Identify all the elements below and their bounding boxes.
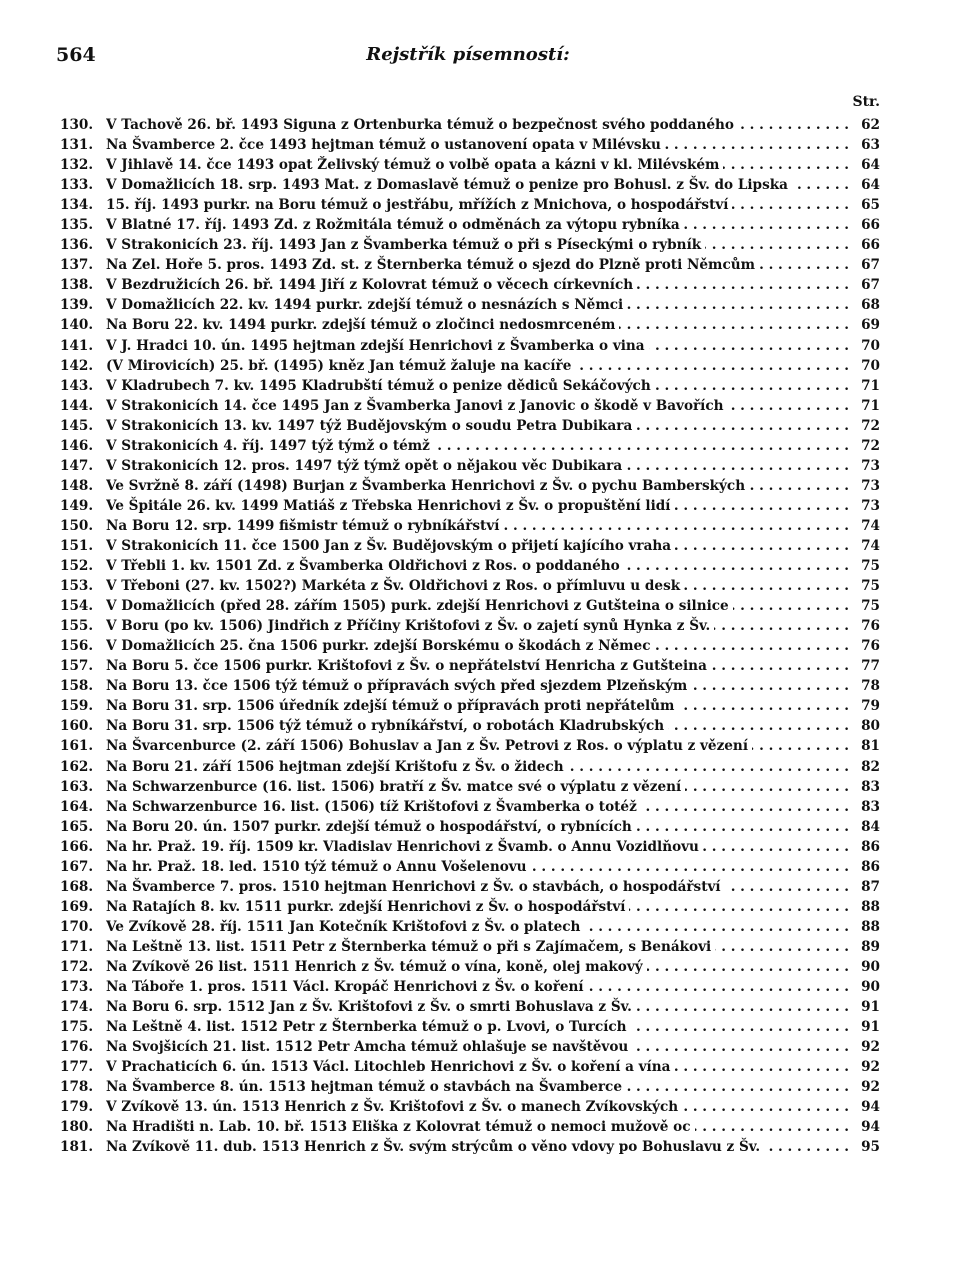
entry-text-wrap xyxy=(106,736,848,756)
page-header xyxy=(56,44,880,74)
entry-text: V Blatné 17. říj. 1493 Zd. z Rožmitála témuž o odměnách za výtopu rybníka xyxy=(106,217,684,233)
entry-text-wrap xyxy=(106,877,848,897)
entry-number: 177. xyxy=(60,1059,94,1076)
entry-text: V Třebli 1. kv. 1501 Zd. z Švamberka Oldřichovi z Ros. o poddaného xyxy=(106,558,624,574)
entry-number: 158. xyxy=(60,678,94,695)
entry-number: 175. xyxy=(60,1019,94,1036)
entry-number: 161. xyxy=(60,738,94,755)
entry-text-wrap xyxy=(106,115,848,135)
register-entry xyxy=(60,115,880,135)
entry-number: 155. xyxy=(60,618,94,635)
register-entry xyxy=(60,315,880,335)
entry-text-wrap xyxy=(106,656,848,676)
entry-text-wrap xyxy=(106,295,848,315)
register-entry xyxy=(60,396,880,416)
register-entry xyxy=(60,1037,880,1057)
entry-text: V Zvíkově 13. ún. 1513 Henrich z Šv. Krištofovi z Šv. o manech Zvíkovských xyxy=(106,1099,682,1115)
entry-page: 67 xyxy=(850,275,880,295)
entry-text: Na hr. Praž. 18. led. 1510 týž témuž o Annu Vošelenovu xyxy=(106,859,531,875)
entry-text-wrap xyxy=(106,636,848,656)
entry-text-wrap xyxy=(106,376,848,396)
entry-text-wrap xyxy=(106,977,848,997)
register-entry xyxy=(60,356,880,376)
entry-text-wrap xyxy=(106,135,848,155)
entry-text-wrap xyxy=(106,255,848,275)
entry-text: Na Zel. Hoře 5. pros. 1493 Zd. st. z Šternberka témuž o sjezd do Plzně proti Němcům xyxy=(106,257,759,273)
entry-text: Na Leštně 13. list. 1511 Petr z Šternberka témuž o při s Zajímačem, s Benákovi xyxy=(106,939,715,955)
entry-page: 76 xyxy=(850,636,880,656)
entry-page: 94 xyxy=(850,1097,880,1117)
entry-page: 67 xyxy=(850,255,880,275)
entry-text: V Strakonicích 23. říj. 1493 Jan z Švamberka témuž o při s Píseckými o rybník xyxy=(106,237,705,253)
register-entry xyxy=(60,376,880,396)
entry-number: 133. xyxy=(60,177,94,194)
entry-page: 75 xyxy=(850,596,880,616)
entry-text-wrap xyxy=(106,356,848,376)
entry-page: 87 xyxy=(850,877,880,897)
entry-text: Na Švamberce 7. pros. 1510 hejtman Henrichovi z Šv. o stavbách, o hospodářství xyxy=(106,879,725,895)
register-entry xyxy=(60,977,880,997)
entry-page: 95 xyxy=(850,1137,880,1157)
entry-text-wrap xyxy=(106,716,848,736)
entry-page: 83 xyxy=(850,797,880,817)
entry-text: Na Schwarzenburce 16. list. (1506) tíž Krištofovi z Švamberka o totéž xyxy=(106,799,641,815)
register-entry xyxy=(60,1137,880,1157)
entry-number: 132. xyxy=(60,157,94,174)
register-entry xyxy=(60,817,880,837)
entry-text-wrap xyxy=(106,336,848,356)
entry-page: 75 xyxy=(850,556,880,576)
entry-number: 151. xyxy=(60,537,94,554)
entry-page: 71 xyxy=(850,376,880,396)
entry-number: 140. xyxy=(60,317,94,334)
entry-page: 70 xyxy=(850,336,880,356)
entry-text: Na Švamberce 8. ún. 1513 hejtman témuž o stavbách na Švamberce xyxy=(106,1079,626,1095)
entry-page: 73 xyxy=(850,496,880,516)
entry-page: 68 xyxy=(850,295,880,315)
entry-text-wrap xyxy=(106,436,848,456)
register-entry xyxy=(60,696,880,716)
entry-text: V Strakonicích 14. čce 1495 Jan z Švamberka Janovi z Janovic o škodě v Bavořích xyxy=(106,398,728,414)
entry-text: V Boru (po kv. 1506) Jindřich z Příčiny Krištofovi z Šv. o zajetí synů Hynka z Šv. xyxy=(106,618,714,634)
entry-page: 75 xyxy=(850,576,880,596)
entry-number: 166. xyxy=(60,838,94,855)
entry-text: V Strakonicích 13. kv. 1497 týž Budějovským o soudu Petra Dubikara xyxy=(106,418,636,434)
entry-page: 63 xyxy=(850,135,880,155)
entry-text: Na Boru 6. srp. 1512 Jan z Šv. Krištofovi z Šv. o smrti Bohuslava z Šv. xyxy=(106,999,636,1015)
entry-page: 88 xyxy=(850,917,880,937)
entry-text-wrap xyxy=(106,897,848,917)
entry-page: 74 xyxy=(850,516,880,536)
register-entry xyxy=(60,456,880,476)
entry-text-wrap xyxy=(106,496,848,516)
entry-page: 90 xyxy=(850,957,880,977)
entry-text-wrap xyxy=(106,556,848,576)
entry-text: Na Boru 13. čce 1506 týž témuž o přípravách svých před sjezdem Plzeňským xyxy=(106,678,691,694)
register-entry xyxy=(60,917,880,937)
register-entry xyxy=(60,536,880,556)
entry-text-wrap xyxy=(106,175,848,195)
register-entry xyxy=(60,636,880,656)
entry-number: 144. xyxy=(60,397,94,414)
entry-text: Na Leštně 4. list. 1512 Petr z Šternberka témuž o p. Lvovi, o Turcích xyxy=(106,1019,631,1035)
entry-text: V Třeboni (27. kv. 1502?) Markéta z Šv. Oldřichovi z Ros. o přímluvu u desk xyxy=(106,578,684,594)
entry-text: Ve Svržně 8. září (1498) Burjan z Švamberka Henrichovi z Šv. o pychu Bamberských xyxy=(106,478,749,494)
entry-text-wrap xyxy=(106,215,848,235)
entry-page: 71 xyxy=(850,396,880,416)
register-entry xyxy=(60,857,880,877)
entry-number: 172. xyxy=(60,958,94,975)
entry-page: 92 xyxy=(850,1057,880,1077)
entry-page: 74 xyxy=(850,536,880,556)
entry-text-wrap xyxy=(106,416,848,436)
entry-page: 81 xyxy=(850,736,880,756)
entry-number: 171. xyxy=(60,938,94,955)
entry-text-wrap xyxy=(106,235,848,255)
entry-text: Na Boru 22. kv. 1494 purkr. zdejší témuž o zločinci nedosmrceném xyxy=(106,317,619,333)
entry-text: V Domažlicích 22. kv. 1494 purkr. zdejší témuž o nesnázích s Němci xyxy=(106,297,627,313)
entry-text-wrap xyxy=(106,937,848,957)
entry-number: 145. xyxy=(60,417,94,434)
entry-text-wrap xyxy=(106,817,848,837)
entry-text: V Strakonicích 11. čce 1500 Jan z Šv. Budějovským o přijetí kajícího vraha xyxy=(106,538,675,554)
entry-text-wrap xyxy=(106,275,848,295)
entry-text-wrap xyxy=(106,536,848,556)
entry-page: 73 xyxy=(850,456,880,476)
register-entry xyxy=(60,135,880,155)
register-entry xyxy=(60,255,880,275)
entry-page: 76 xyxy=(850,616,880,636)
register-entry xyxy=(60,937,880,957)
entry-text-wrap xyxy=(106,696,848,716)
entry-text-wrap xyxy=(106,997,848,1017)
entry-text: Ve Špitále 26. kv. 1499 Matiáš z Třebska Henrichovi z Šv. o propuštění lidí xyxy=(106,498,674,514)
entry-text: V Kladrubech 7. kv. 1495 Kladrubští témuž o penize dědiců Sekáčových xyxy=(106,378,655,394)
entry-number: 146. xyxy=(60,437,94,454)
entry-text: Na Hradišti n. Lab. 10. bř. 1513 Eliška z Kolovrat témuž o nemoci mužově oc xyxy=(106,1119,695,1135)
entry-number: 138. xyxy=(60,277,94,294)
entry-text-wrap xyxy=(106,596,848,616)
entry-number: 170. xyxy=(60,918,94,935)
entry-number: 163. xyxy=(60,778,94,795)
entry-number: 141. xyxy=(60,337,94,354)
entry-number: 167. xyxy=(60,858,94,875)
register-entry xyxy=(60,997,880,1017)
entry-page: 78 xyxy=(850,676,880,696)
entry-text: Na Boru 5. čce 1506 purkr. Krištofovi z Šv. o nepřátelství Henricha z Gutšteina xyxy=(106,658,711,674)
entry-text: V Strakonicích 12. pros. 1497 týž týmž opět o nějakou věc Dubikara xyxy=(106,458,626,474)
entry-page: 86 xyxy=(850,837,880,857)
entry-number: 152. xyxy=(60,558,94,575)
entry-text: Na Schwarzenburce (16. list. 1506) bratří z Šv. matce své o výplatu z vězení xyxy=(106,779,685,795)
entry-text-wrap xyxy=(106,777,848,797)
register-entry xyxy=(60,1057,880,1077)
entry-number: 135. xyxy=(60,217,94,234)
register-entry xyxy=(60,295,880,315)
entry-page: 90 xyxy=(850,977,880,997)
register-entry xyxy=(60,235,880,255)
entry-text-wrap xyxy=(106,1137,848,1157)
entry-text: V Domažlicích 18. srp. 1493 Mat. z Domaslavě témuž o penize pro Bohusl. z Šv. do Lipska xyxy=(106,177,792,193)
entry-page: 92 xyxy=(850,1077,880,1097)
register-entry xyxy=(60,576,880,596)
entry-number: 178. xyxy=(60,1079,94,1096)
entry-text: 15. říj. 1493 purkr. na Boru témuž o jestřábu, mřížích z Mnichova, o hospodářství xyxy=(106,197,732,213)
entry-page: 88 xyxy=(850,897,880,917)
entry-number: 130. xyxy=(60,117,94,133)
register-entry xyxy=(60,616,880,636)
entry-page: 62 xyxy=(850,115,880,135)
register-entry xyxy=(60,736,880,756)
register-entry xyxy=(60,416,880,436)
register-entry xyxy=(60,777,880,797)
entry-number: 136. xyxy=(60,237,94,254)
entry-page: 70 xyxy=(850,356,880,376)
entry-number: 149. xyxy=(60,497,94,514)
entry-number: 179. xyxy=(60,1099,94,1116)
entry-text: Na Zvíkově 26 list. 1511 Henrich z Šv. témuž o vína, koně, olej makový xyxy=(106,959,647,975)
entry-text: (V Mirovicích) 25. bř. (1495) kněz Jan témuž žaluje na kacíře xyxy=(106,358,575,374)
entry-number: 147. xyxy=(60,457,94,474)
entry-page: 80 xyxy=(850,716,880,736)
page-number: 564 xyxy=(56,44,96,66)
entry-page: 91 xyxy=(850,997,880,1017)
entry-number: 148. xyxy=(60,477,94,494)
entry-page: 91 xyxy=(850,1017,880,1037)
register-entry xyxy=(60,797,880,817)
entry-text: V J. Hradci 10. ún. 1495 hejtman zdejší Henrichovi z Švamberka o vina xyxy=(106,338,649,354)
entry-number: 180. xyxy=(60,1119,94,1136)
register-entry xyxy=(60,897,880,917)
entry-number: 143. xyxy=(60,377,94,394)
entry-text: V Domažlicích (před 28. zářím 1505) purk. zdejší Henrichovi z Gutšteina o silnice xyxy=(106,598,733,614)
entry-text-wrap xyxy=(106,797,848,817)
entry-page: 82 xyxy=(850,757,880,777)
entry-text-wrap xyxy=(106,1057,848,1077)
entry-text-wrap xyxy=(106,576,848,596)
register-entry xyxy=(60,155,880,175)
entry-text: Na Zvíkově 11. dub. 1513 Henrich z Šv. svým strýcům o věno vdovy po Bohuslavu z Šv. xyxy=(106,1139,764,1155)
entry-number: 157. xyxy=(60,658,94,675)
entry-page: 86 xyxy=(850,857,880,877)
entry-text-wrap xyxy=(106,857,848,877)
entry-text: Na Boru 31. srp. 1506 úředník zdejší témuž o přípravách proti nepřátelům xyxy=(106,698,678,714)
entry-text: V Domažlicích 25. čna 1506 purkr. zdejší Borskému o škodách z Němec xyxy=(106,638,654,654)
entry-text-wrap xyxy=(106,315,848,335)
entry-page: 66 xyxy=(850,235,880,255)
entry-text: Ve Zvíkově 28. říj. 1511 Jan Kotečník Krištofovi z Šv. o platech xyxy=(106,919,584,935)
entry-text-wrap xyxy=(106,837,848,857)
entry-number: 162. xyxy=(60,758,94,775)
entry-text: Na Švarcenburce (2. září 1506) Bohuslav a Jan z Šv. Petrovi z Ros. o výplatu z vězení xyxy=(106,738,752,754)
entry-page: 92 xyxy=(850,1037,880,1057)
entry-text-wrap xyxy=(106,917,848,937)
entry-number: 150. xyxy=(60,517,94,534)
entry-text: V Prachaticích 6. ún. 1513 Václ. Litochleb Henrichovi z Šv. o koření a vína xyxy=(106,1059,674,1075)
entry-text: Na Boru 21. září 1506 hejtman zdejší Krištofu z Šv. o židech xyxy=(106,759,568,775)
entry-text-wrap xyxy=(106,155,848,175)
entry-text: V Jihlavě 14. čce 1493 opat Želivský témuž o volbě opata a kázni v kl. Milévském xyxy=(106,157,723,173)
entry-page: 73 xyxy=(850,476,880,496)
entry-text: V Tachově 26. bř. 1493 Siguna z Ortenburka témuž o bezpečnost svého poddaného xyxy=(106,117,738,133)
register-entry xyxy=(60,516,880,536)
register-entry xyxy=(60,757,880,777)
entry-text-wrap xyxy=(106,456,848,476)
register-entry xyxy=(60,957,880,977)
register-entry xyxy=(60,1077,880,1097)
register-entry xyxy=(60,837,880,857)
entry-text-wrap xyxy=(106,757,848,777)
entry-text-wrap xyxy=(106,1017,848,1037)
entry-text-wrap xyxy=(106,516,848,536)
register-entry xyxy=(60,215,880,235)
entry-text-wrap xyxy=(106,1117,848,1137)
register-entry xyxy=(60,336,880,356)
register-entry xyxy=(60,1017,880,1037)
entry-number: 174. xyxy=(60,999,94,1016)
entry-text-wrap xyxy=(106,195,848,215)
entry-page: 65 xyxy=(850,195,880,215)
register-entry xyxy=(60,716,880,736)
entry-number: 181. xyxy=(60,1139,94,1156)
page-column-label: Str. xyxy=(852,94,880,110)
entry-text-wrap xyxy=(106,957,848,977)
entry-text: Na Táboře 1. pros. 1511 Václ. Kropáč Henrichovi z Šv. o koření xyxy=(106,979,588,995)
entry-text-wrap xyxy=(106,676,848,696)
entry-number: 137. xyxy=(60,257,94,274)
entry-page: 94 xyxy=(850,1117,880,1137)
entry-text: V Bezdružicích 26. bř. 1494 Jiří z Kolovrat témuž o věcech církevních xyxy=(106,277,637,293)
entry-number: 154. xyxy=(60,598,94,615)
entry-page: 72 xyxy=(850,436,880,456)
entry-number: 173. xyxy=(60,979,94,996)
entry-number: 165. xyxy=(60,818,94,835)
register-entry xyxy=(60,496,880,516)
entry-page: 72 xyxy=(850,416,880,436)
register-entry xyxy=(60,556,880,576)
register-entry xyxy=(60,656,880,676)
entry-text: Na Boru 31. srp. 1506 týž témuž o rybníkářství, o robotách Kladrubských xyxy=(106,718,668,734)
entry-number: 160. xyxy=(60,718,94,735)
entry-page: 69 xyxy=(850,315,880,335)
entry-number: 176. xyxy=(60,1039,94,1056)
entry-text: Na Ratajích 8. kv. 1511 purkr. zdejší Henrichovi z Šv. o hospodářství xyxy=(106,899,629,915)
entry-number: 134. xyxy=(60,197,94,214)
entry-text-wrap xyxy=(106,396,848,416)
register-entry xyxy=(60,1097,880,1117)
entry-text-wrap xyxy=(106,1097,848,1117)
entry-number: 168. xyxy=(60,878,94,895)
entry-text: Na Švamberce 2. čce 1493 hejtman témuž o ustanovení opata v Milévsku xyxy=(106,137,665,153)
entry-text-wrap xyxy=(106,1037,848,1057)
register-entry xyxy=(60,195,880,215)
entry-number: 142. xyxy=(60,357,94,374)
entry-number: 164. xyxy=(60,798,94,815)
entry-number: 156. xyxy=(60,638,94,655)
register-entry xyxy=(60,175,880,195)
entry-page: 89 xyxy=(850,937,880,957)
entry-page: 66 xyxy=(850,215,880,235)
register-entry xyxy=(60,676,880,696)
entry-number: 159. xyxy=(60,698,94,715)
entry-page: 84 xyxy=(850,817,880,837)
entry-text: Na Svojšicích 21. list. 1512 Petr Amcha témuž ohlašuje se navštěvou xyxy=(106,1039,632,1055)
entry-text: Na hr. Praž. 19. říj. 1509 kr. Vladislav Henrichovi z Švamb. o Annu Vozidlňovu xyxy=(106,839,703,855)
entry-text-wrap xyxy=(106,616,848,636)
entry-page: 77 xyxy=(850,656,880,676)
register-entry xyxy=(60,436,880,456)
entry-page: 64 xyxy=(850,155,880,175)
entry-number: 139. xyxy=(60,297,94,314)
register-entries xyxy=(60,115,880,1157)
entry-number: 169. xyxy=(60,898,94,915)
entry-page: 64 xyxy=(850,175,880,195)
entry-number: 131. xyxy=(60,137,94,154)
entry-text: Na Boru 20. ún. 1507 purkr. zdejší témuž o hospodářství, o rybnících xyxy=(106,819,636,835)
entry-number: 153. xyxy=(60,578,94,595)
register-entry xyxy=(60,596,880,616)
register-entry xyxy=(60,275,880,295)
entry-text: V Strakonicích 4. říj. 1497 týž týmž o témž xyxy=(106,438,434,454)
entry-page: 79 xyxy=(850,696,880,716)
running-title: Rejstřík písemností: xyxy=(366,44,570,65)
register-entry xyxy=(60,877,880,897)
register-entry xyxy=(60,476,880,496)
entry-page: 83 xyxy=(850,777,880,797)
register-entry xyxy=(60,1117,880,1137)
entry-text-wrap xyxy=(106,1077,848,1097)
entry-text: Na Boru 12. srp. 1499 fišmistr témuž o rybníkářství xyxy=(106,518,503,534)
entry-text-wrap xyxy=(106,476,848,496)
